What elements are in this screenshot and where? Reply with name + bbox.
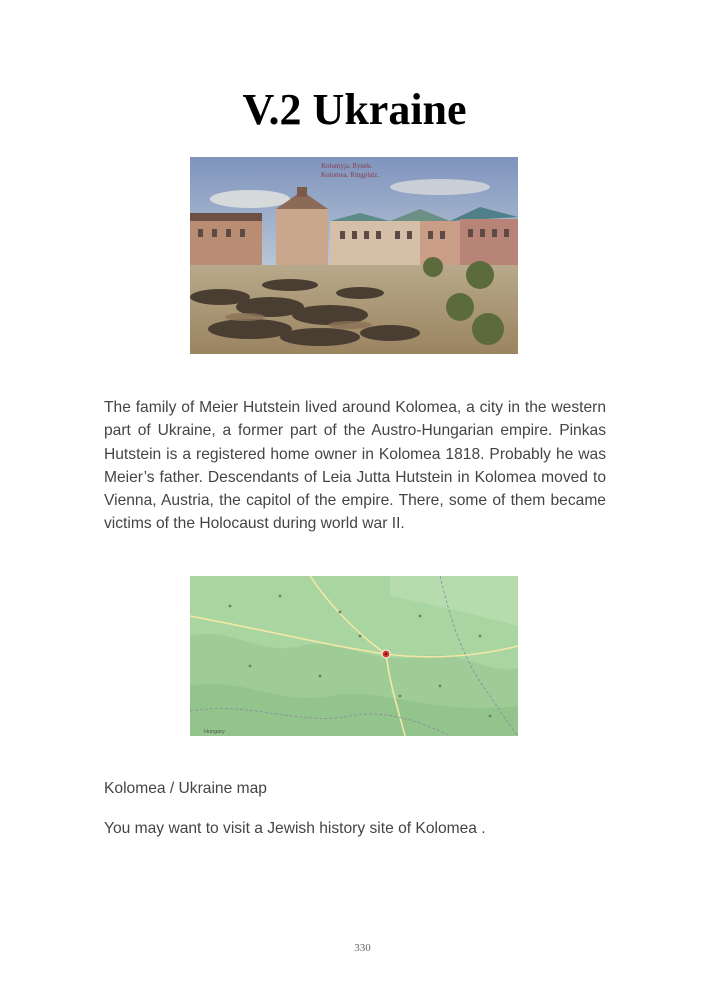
body-paragraph: The family of Meier Hutstein lived around Kolomea, a city in the western part of Ukraine, a former part of the Austro-Hungarian empire. Pinkas Hutstein is a registered home owner in Kolomea 1818. Probably he was Meier’s father. Descendants of Leia Jutta Hutstein in Kolomea moved to Vienna, Austria, the capitol of the empire. There, some of them became victims of the Holocaust during world war II. [104,399,606,533]
page-number: 330 [354,942,371,954]
page-title: V.2 Ukraine [242,85,467,134]
photo-caption-line1: Kolomyja. Rynek. [321,162,373,170]
map-pin-icon [382,650,390,658]
photo-caption-line2: Kolomea. Ringplatz. [321,171,380,179]
map-corner-label: Hungary [204,729,225,735]
visit-sentence[interactable]: You may want to visit a Jewish history site of Kolomea . [104,820,486,837]
map-caption: Kolomea / Ukraine map [104,780,267,797]
kolomea-map [190,576,518,736]
kolomea-market-photo [190,157,518,354]
